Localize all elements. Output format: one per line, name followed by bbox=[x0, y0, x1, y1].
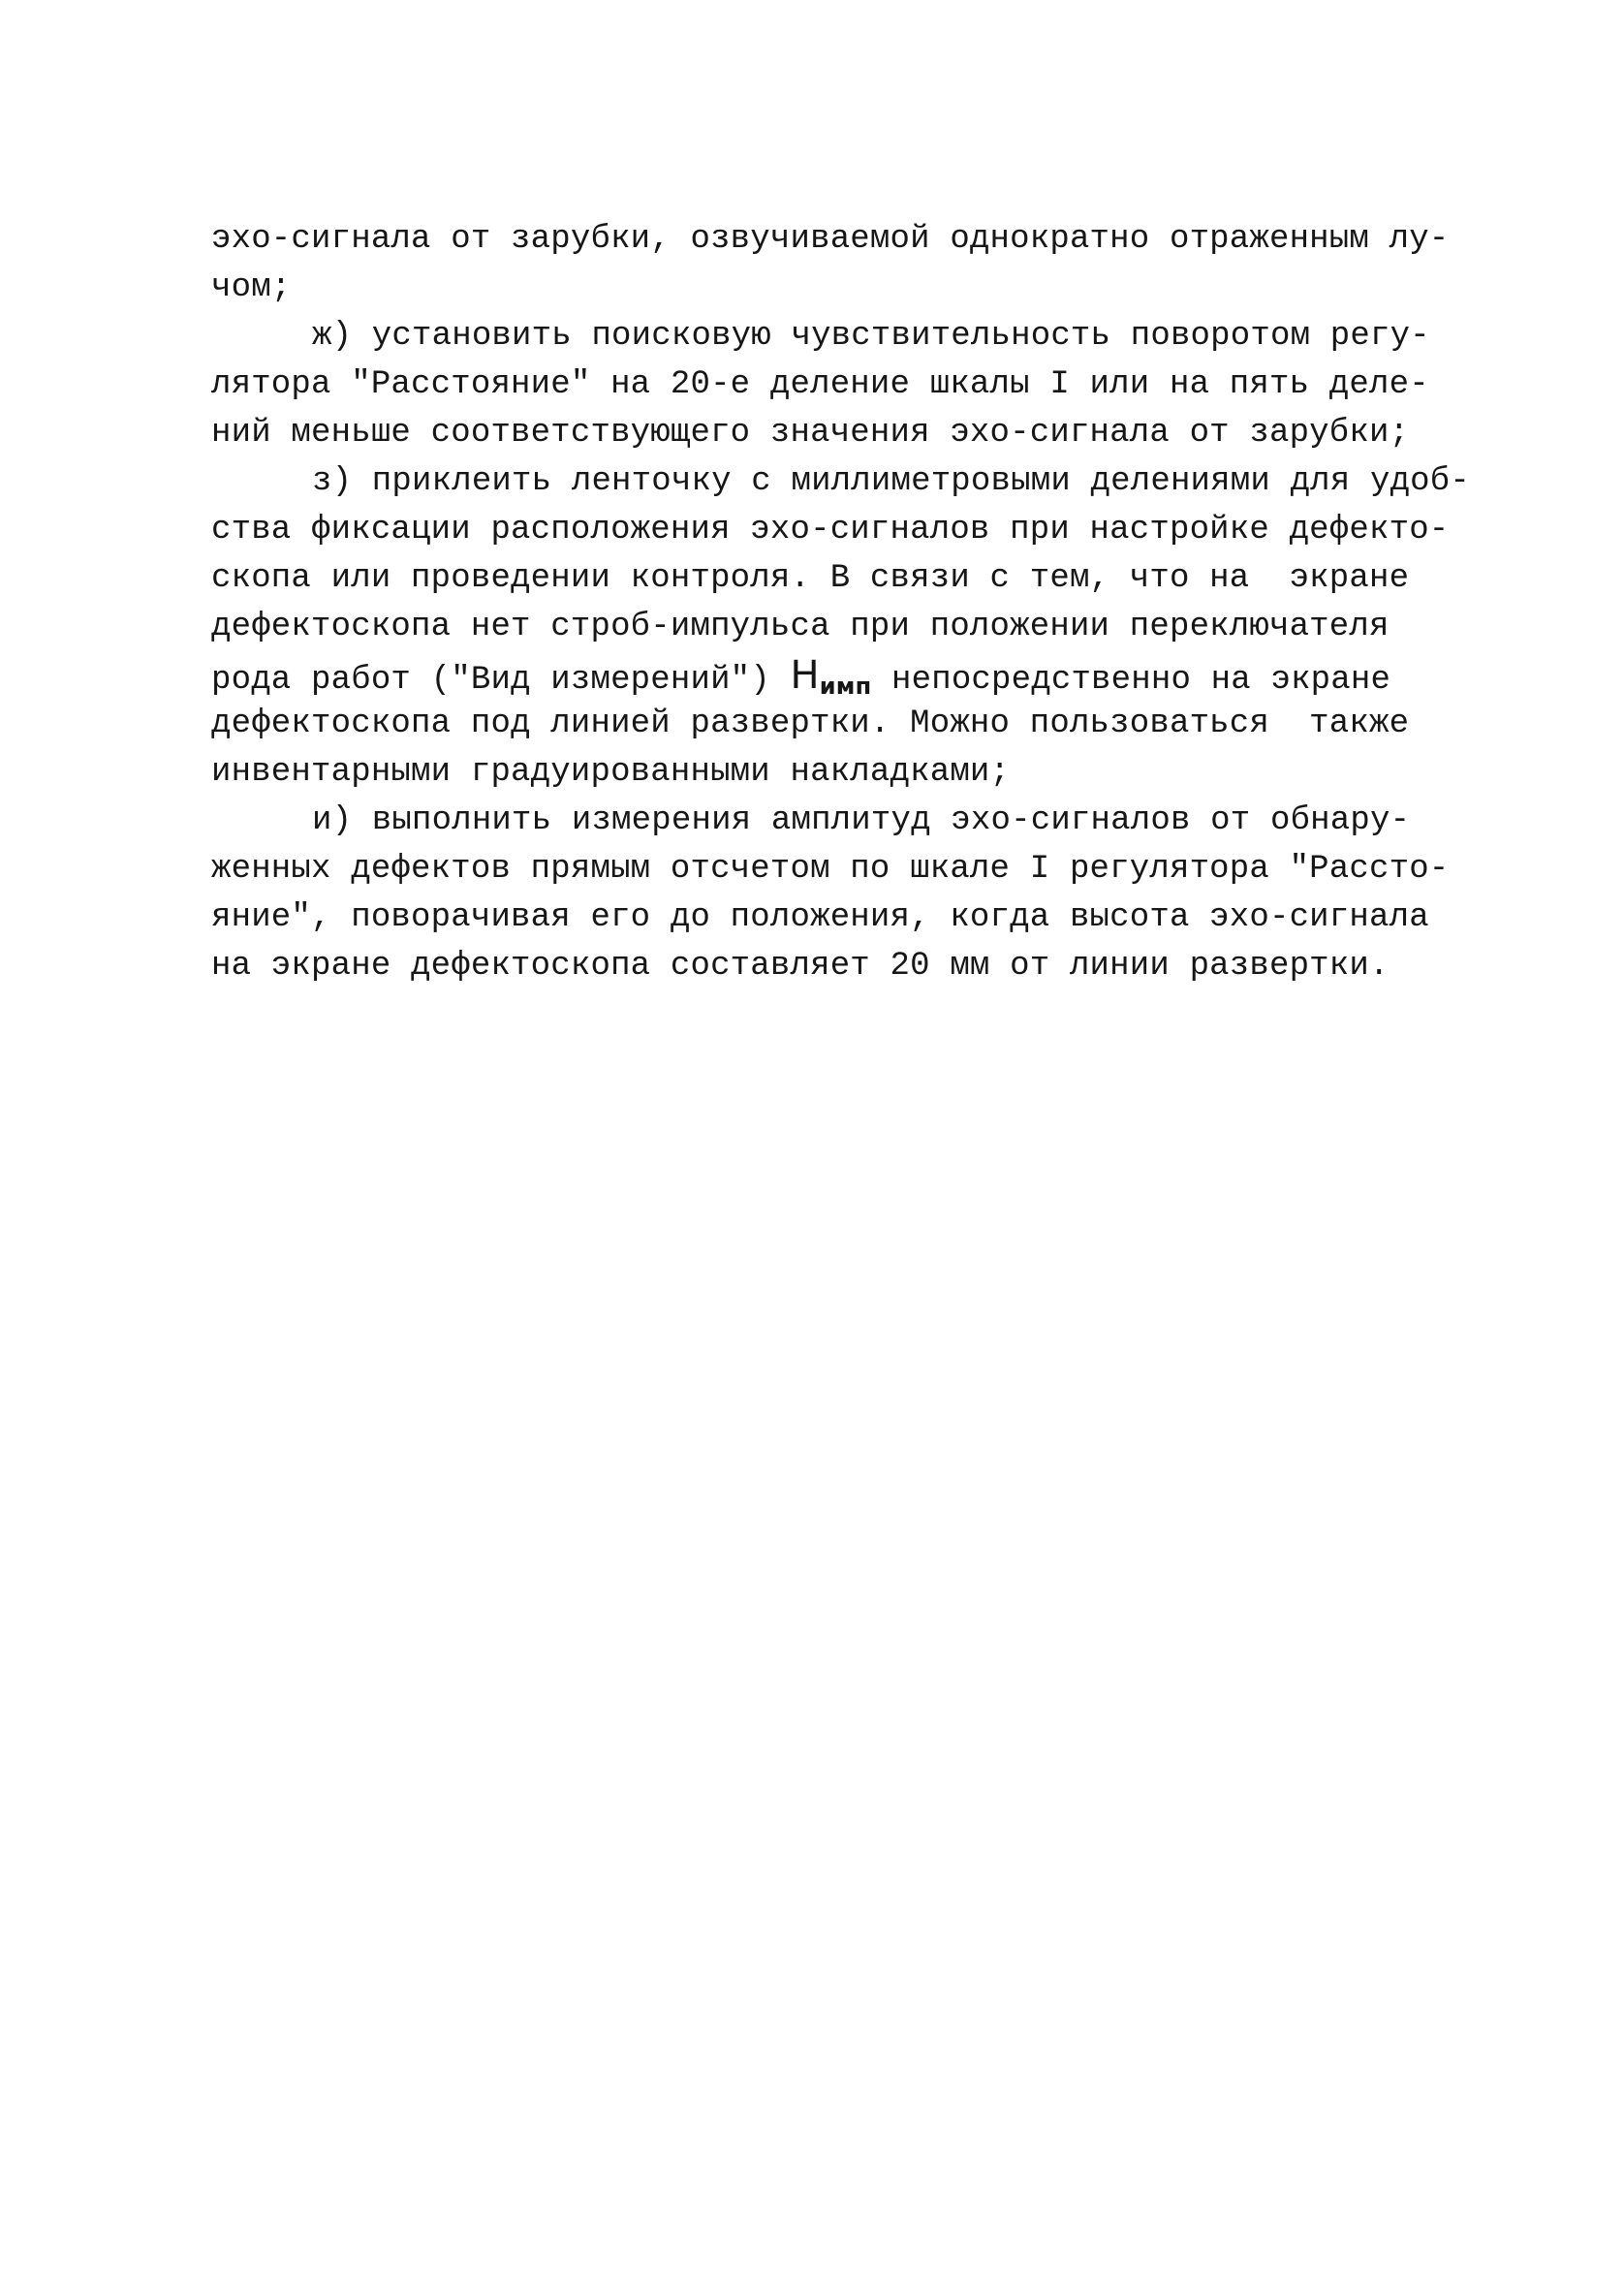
text-line: скопа или проведении контроля. В связи с тем, что на экране bbox=[211, 560, 1410, 597]
text-line: эхо-сигнала от зарубки, озвучиваемой однократно отраженным лу- bbox=[211, 221, 1450, 258]
body-text bbox=[211, 215, 1470, 990]
text-segment: рода работ ("Вид измерений") bbox=[211, 662, 791, 699]
text-line: дефектоскопа под линией развертки. Можно пользоваться также bbox=[211, 706, 1410, 742]
text-line: ний меньше соответствующего значения эхо-сигнала от зарубки; bbox=[211, 415, 1410, 452]
text-line: женных дефектов прямым отсчетом по шкале I регулятора "Рассто- bbox=[211, 851, 1450, 888]
text-segment: непосредственно на экране bbox=[871, 662, 1391, 699]
text-line: чом; bbox=[211, 269, 292, 306]
text-line-with-symbol bbox=[211, 651, 1452, 700]
text-line: лятора "Расстояние" на 20-е деление шкалы I или на пять деле- bbox=[211, 366, 1429, 403]
text-line: на экране дефектоскопа составляет 20 мм от линии развертки. bbox=[211, 948, 1390, 985]
text-line-item-i: и) выполнить измерения амплитуд эхо-сигналов от обнару- bbox=[312, 802, 1411, 839]
text-line-item-z: з) приклеить ленточку с миллиметровыми делениями для удоб- bbox=[312, 463, 1470, 500]
text-line-item-zh: ж) установить поисковую чувствительность поворотом регу- bbox=[312, 318, 1430, 355]
h-subscript: имп bbox=[819, 673, 872, 700]
text-line: ства фиксации расположения эхо-сигналов при настройке дефекто- bbox=[211, 512, 1450, 549]
text-line: дефектоскопа нет строб-импульса при положении переключателя bbox=[211, 609, 1390, 645]
text-line: инвентарными градуированными накладками; bbox=[211, 754, 1011, 791]
text-line: яние", поворачивая его до положения, когда высота эхо-сигнала bbox=[211, 899, 1429, 936]
h-symbol: H bbox=[790, 653, 820, 698]
